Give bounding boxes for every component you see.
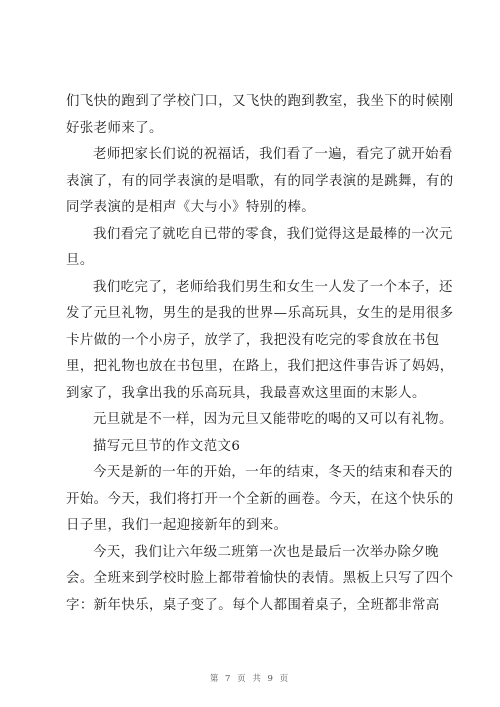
text-line: 描写元旦节的作文范文6: [93, 438, 241, 454]
text-line: 表演了，有的同学表演的是唱歌，有的同学表演的是跳舞，有的: [66, 173, 454, 189]
text-line: 开始。今天，我们将打开一个全新的画卷。今天，在这个快乐的: [66, 491, 454, 507]
text-line: 同学表演的是相声《大与小》特别的棒。: [66, 200, 316, 215]
text-line: 发了元旦礼物，男生的是我的世界—乐高玩具，女生的是用很多: [66, 306, 454, 321]
text-line: 元旦就是不一样，因为元旦又能带吃的喝的又可以有礼物。: [93, 412, 453, 427]
text-line: 我们吃完了，老师给我们男生和女生一人发了一个本子，还: [93, 279, 453, 295]
text-line: 会。全班来到学校时脸上都带着愉快的表情。黑板上只写了四个: [66, 571, 454, 586]
text-line: 今天，我们让六年级二班第一次也是最后一次举办除夕晚: [93, 544, 440, 560]
text-line: 好张老师来了。: [66, 120, 163, 136]
document-body: [66, 89, 454, 619]
text-line: 们飞快的跑到了学校门口，又飞快的跑到教室，我坐下的时候刚: [66, 94, 454, 109]
page-footer: 第 7 页 共 9 页: [209, 674, 291, 684]
text-line: 卡片做的一个小房子，放学了，我把没有吃完的零食放在书包: [66, 332, 440, 348]
text-line: 日子里，我们一起迎接新年的到来。: [66, 518, 288, 533]
text-line: 老师把家长们说的祝福话，我们看了一遍，看完了就开始看: [93, 147, 453, 162]
text-line: 字：新年快乐，桌子变了。每个人都围着桌子，全班都非常高: [66, 597, 440, 613]
text-line: 旦。: [66, 253, 94, 268]
text-line: 今天是新的一年的开始，一年的结束，冬天的结束和春天的: [93, 465, 453, 480]
text-line: 里，把礼物也放在书包里，在路上，我们把这件事告诉了妈妈，: [66, 359, 454, 374]
text-line: 到家了，我拿出我的乐高玩具，我最喜欢这里面的末影人。: [66, 385, 426, 401]
text-line: 我们看完了就吃自已带的零食，我们觉得这是最棒的一次元: [93, 226, 453, 242]
